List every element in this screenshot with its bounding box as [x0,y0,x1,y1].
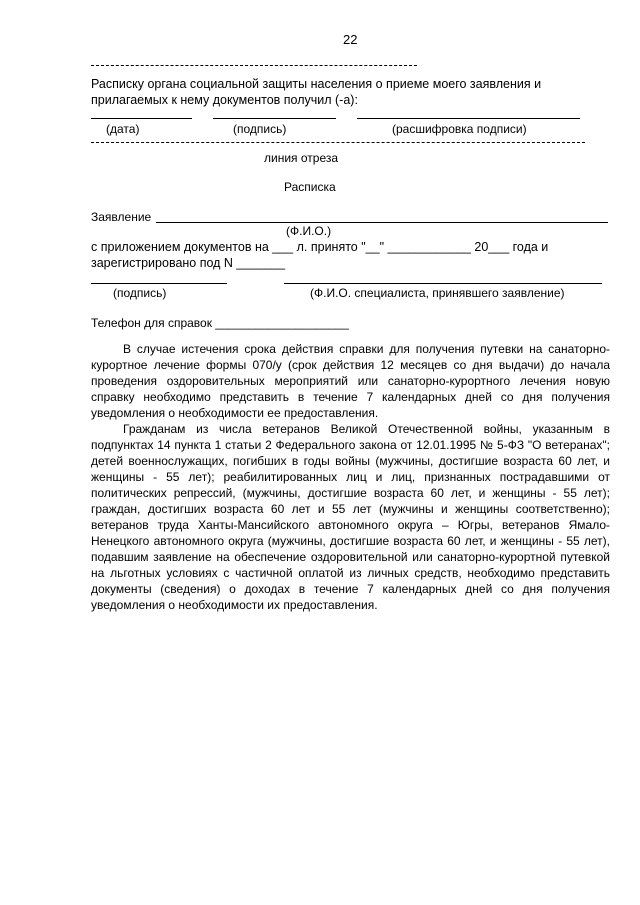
receipt-text-line1: Расписку органа социальной защиты населения о приеме моего заявления и [91,77,542,91]
top-dashed-line [91,65,417,66]
signature-line [213,118,336,119]
decoding-line [357,118,580,119]
date-line [91,118,192,119]
notice-paragraph-1: В случае истечения срока действия справки для получения путевки на санаторно-курортное лечение формы 070/у (срок действия 12 месяцев со дня выдачи) до начала проведения оздоровительных мероприятий или санаторно-курортного лечения новую справку необходимо представить в течение 7 календарных дней со дня получения уведомления о необходимости ее предоставления. [91,342,610,420]
specialist-fio-label: (Ф.И.О. специалиста, принявшего заявление) [310,286,565,300]
cut-line-label: линия отреза [264,151,339,165]
phone-line: Телефон для справок ____________________ [91,316,349,330]
application-label: Заявление [91,210,152,224]
specialist-fio-line [284,283,602,284]
fio-label: (Ф.И.О.) [286,224,332,238]
notice-paragraphs [91,341,610,613]
notice-paragraph-2: Гражданам из числа ветеранов Великой Отечественной войны, указанным в подпунктах 14 пункта 1 статьи 2 Федерального закона от 12.01.1995 № 5-ФЗ "О ветеранах"; детей военнослужащих, погибших в годы войны (мужчины, достигшие возраста 60 лет, и женщины - 55 лет); реабилитированных лиц и лиц, признанных пострадавшими от политических репрессий, (мужчины, достигшие возраста 60 лет, и женщины - 55 лет); граждан, достигших возраста 60 лет и 55 лет (мужчины и женщины соответственно); ветеранов труда Ханты-Мансийского автономного округа – Югры, ветеранов Ямало-Ненецкого автономного округа (мужчины, достигшие возраста 60 лет, и женщины - 55 лет), подавшим заявление на обеспечение оздоровительной или санаторно-курортной путевкой на льготных условиях с частичной оплатой из личных средств, необходимо представить документы (сведения) о доходах в течение 7 календарных дней со дня получения уведомления о необходимости их предоставления. [91,422,610,612]
signature-label: (подпись) [233,122,287,136]
specialist-signature-line [91,283,227,284]
receipt-text-line2: прилагаемых к нему документов получил (-а): [91,93,358,107]
page-number: 22 [343,32,358,47]
registered-line: зарегистрировано под N _______ [91,256,286,270]
docs-line: с приложением документов на ___ л. принято "__" ____________ 20___ года и [91,240,549,254]
cut-dashed-line [91,142,585,143]
decoding-label: (расшифровка подписи) [392,122,527,136]
receipt-title: Расписка [284,180,336,194]
application-fio-line [156,222,608,223]
date-label: (дата) [106,122,140,136]
specialist-signature-label: (подпись) [113,286,167,300]
